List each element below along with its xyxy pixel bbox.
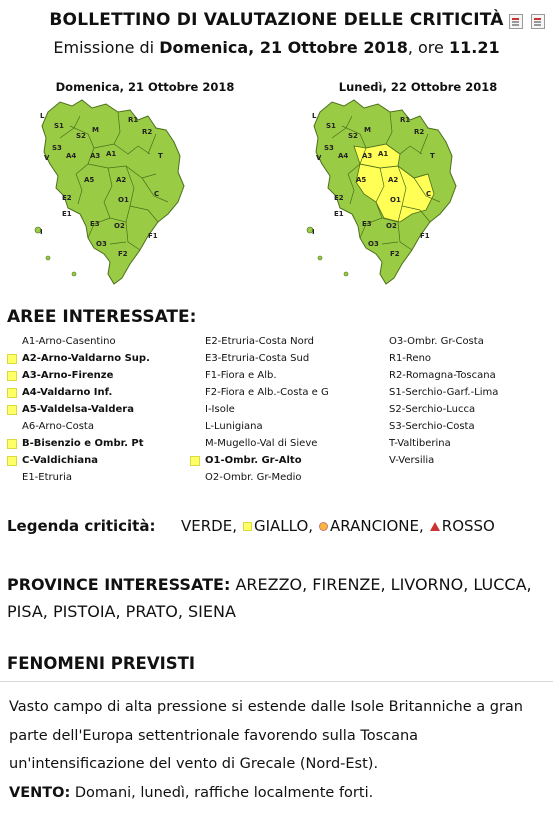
zone-label: E3 [362,220,372,228]
zone-label: A1 [378,150,389,158]
marker-spacer [190,388,200,398]
zone-label: R1 [400,116,411,124]
area-item [374,333,498,350]
area-label: T-Valtiberina [389,438,451,449]
area-item [190,384,329,401]
marker-spacer [374,388,384,398]
zone-label: R1 [128,116,139,124]
document-icon[interactable] [531,14,545,29]
area-label: E3-Etruria-Costa Sud [205,353,310,364]
area-label: L-Lunigiana [205,421,263,432]
zone-label: T [158,152,163,160]
yellow-square-icon [7,456,17,466]
page-title: BOLLETTINO DI VALUTAZIONE DELLE CRITICITÀ [49,10,504,30]
area-label: E1-Etruria [22,472,72,483]
area-label: A6-Arno-Costa [22,421,94,432]
zone-label: A5 [84,176,95,184]
area-item [190,418,329,435]
area-item [190,401,329,418]
area-item [7,384,150,401]
zone-label: I [40,228,43,236]
zone-label: S1 [54,122,64,130]
yellow-square-icon [243,522,252,531]
marker-spacer [190,473,200,483]
zone-label: A1 [106,150,117,158]
marker-spacer [190,439,200,449]
fenomeni-description: Vasto campo di alta pressione si estende dalle Isole Britanniche a gran parte dell'Europa settentrionale favorendo sulla Toscana un'intensificazione del vento di Grecale (Nord-Est). [9,699,523,772]
pdf-icon[interactable] [509,14,523,29]
marker-spacer [190,405,200,415]
emission-sep: , ore [407,38,444,57]
area-label: O2-Ombr. Gr-Medio [205,472,302,483]
zone-label: S2 [76,132,86,140]
aree-list [7,333,553,483]
zone-label: L [312,112,317,120]
area-item [374,384,498,401]
zone-label: R2 [142,128,153,136]
area-item [374,418,498,435]
zone-label: E1 [62,210,72,218]
yellow-square-icon [7,371,17,381]
area-label: V-Versilia [389,455,435,466]
zone-label: O1 [118,196,129,204]
zone-label: F2 [390,250,400,258]
marker-spacer [374,456,384,466]
zone-label: C [426,190,432,198]
marker-spacer [374,422,384,432]
map-caption-tomorrow: Lunedì, 22 Ottobre 2018 [338,80,498,94]
divider [0,681,553,682]
area-item [374,350,498,367]
island-shape [318,256,322,260]
zone-label: S1 [326,122,336,130]
red-triangle-icon [430,522,440,531]
zone-label: A3 [90,152,101,160]
legenda-giallo-text: GIALLO, [253,517,314,535]
yellow-square-icon [190,456,200,466]
island-shape [72,272,76,276]
zone-label: S3 [324,144,334,152]
area-item [190,333,329,350]
orange-circle-icon [319,522,328,531]
emission-line [0,38,553,57]
fenomeni-title: FENOMENI PREVISTI [7,654,196,673]
legenda-label: Legenda criticità: [7,517,156,535]
zone-label: M [364,126,371,134]
area-item [7,418,150,435]
area-item [7,452,150,469]
yellow-square-icon [7,439,17,449]
marker-spacer [374,439,384,449]
vento-text: Domani, lunedì, raffiche localmente forti. [74,784,374,801]
area-label: B-Bisenzio e Ombr. Pt [22,438,144,449]
zone-label: E3 [90,220,100,228]
area-item [7,350,150,367]
yellow-square-icon [7,388,17,398]
map-tomorrow [302,98,482,288]
area-item [7,469,150,486]
emission-prefix: Emissione di [53,38,155,57]
zone-label: A4 [66,152,77,160]
area-item [7,367,150,384]
area-label: S1-Serchio-Garf.-Lima [389,387,499,398]
header-tools [509,14,545,29]
zone-label: E1 [334,210,344,218]
area-item [190,435,329,452]
area-label: A1-Arno-Casentino [22,336,116,347]
legenda-rosso [428,517,495,535]
area-label: O1-Ombr. Gr-Alto [205,455,302,466]
province [7,571,547,625]
legenda-verde-text: VERDE, [181,517,237,535]
area-item [7,333,150,350]
area-label: F2-Fiora e Alb.-Costa e G [205,387,329,398]
legenda [7,517,499,535]
zone-label: C [154,190,160,198]
province-label: PROVINCE INTERESSATE: [7,575,231,594]
area-label: M-Mugello-Val di Sieve [205,438,318,449]
marker-spacer [190,371,200,381]
area-item [7,435,150,452]
area-label: S2-Serchio-Lucca [389,404,476,415]
marker-spacer [374,371,384,381]
zone-label: V [44,154,50,162]
area-label: S3-Serchio-Costa [389,421,475,432]
legenda-rosso-text: ROSSO [441,517,495,535]
aree-col-1 [7,333,150,486]
zone-label: O1 [390,196,401,204]
yellow-square-icon [7,354,17,364]
legenda-giallo [241,517,313,535]
area-label: F1-Fiora e Alb. [205,370,277,381]
area-label: E2-Etruria-Costa Nord [205,336,315,347]
zone-label: L [40,112,45,120]
area-item [374,452,498,469]
yellow-square-icon [7,405,17,415]
area-label: R1-Reno [389,353,432,364]
area-label: A5-Valdelsa-Valdera [22,404,134,415]
zone-label: A5 [356,176,367,184]
area-item [190,367,329,384]
vento-label: VENTO: [9,784,71,801]
aree-col-2 [190,333,329,486]
legenda-arancione-text: ARANCIONE, [330,517,424,535]
marker-spacer [374,354,384,364]
zone-label: S2 [348,132,358,140]
fenomeni-text [9,693,549,807]
aree-col-3 [374,333,498,469]
marker-spacer [190,354,200,364]
area-item [190,350,329,367]
marker-spacer [7,422,17,432]
area-label: A3-Arno-Firenze [22,370,114,381]
area-label: R2-Romagna-Toscana [389,370,496,381]
zone-label: M [92,126,99,134]
marker-spacer [374,337,384,347]
aree-title: AREE INTERESSATE: [7,307,197,327]
area-label: O3-Ombr. Gr-Costa [389,336,484,347]
zone-label: E2 [62,194,72,202]
zone-label: F1 [148,232,158,240]
marker-spacer [190,422,200,432]
zone-label: A3 [362,152,373,160]
zone-label: S3 [52,144,62,152]
island-shape [46,256,50,260]
zone-label: O2 [386,222,397,230]
area-item [374,401,498,418]
area-item [190,452,329,469]
legenda-arancione [317,517,424,535]
marker-spacer [374,405,384,415]
zone-label: V [316,154,322,162]
area-item [374,435,498,452]
area-label: A2-Arno-Valdarno Sup. [22,353,150,364]
zone-label: E2 [334,194,344,202]
area-label: I-Isole [205,404,235,415]
zone-label: O2 [114,222,125,230]
legenda-verde [181,517,237,535]
zone-label: F1 [420,232,430,240]
zone-label: F2 [118,250,128,258]
zone-label: R2 [414,128,425,136]
area-item [7,401,150,418]
zone-label: I [312,228,315,236]
marker-spacer [7,337,17,347]
zone-label: O3 [96,240,107,248]
area-label: A4-Valdarno Inf. [22,387,113,398]
area-item [374,367,498,384]
zone-label: A2 [388,176,399,184]
zone-label: O3 [368,240,379,248]
emission-date: Domenica, 21 Ottobre 2018 [159,38,408,57]
emission-time: 11.21 [448,38,500,57]
marker-spacer [190,337,200,347]
area-item [190,469,329,486]
area-label: C-Valdichiana [22,455,99,466]
province-value: AREZZO, FIRENZE, LIVORNO, LUCCA, PISA, PISTOIA, PRATO, SIENA [7,575,532,621]
zone-label: A4 [338,152,349,160]
map-caption-today: Domenica, 21 Ottobre 2018 [55,80,235,94]
marker-spacer [7,473,17,483]
island-shape [344,272,348,276]
zone-label: T [430,152,435,160]
zone-label: A2 [116,176,127,184]
map-today [30,98,210,288]
